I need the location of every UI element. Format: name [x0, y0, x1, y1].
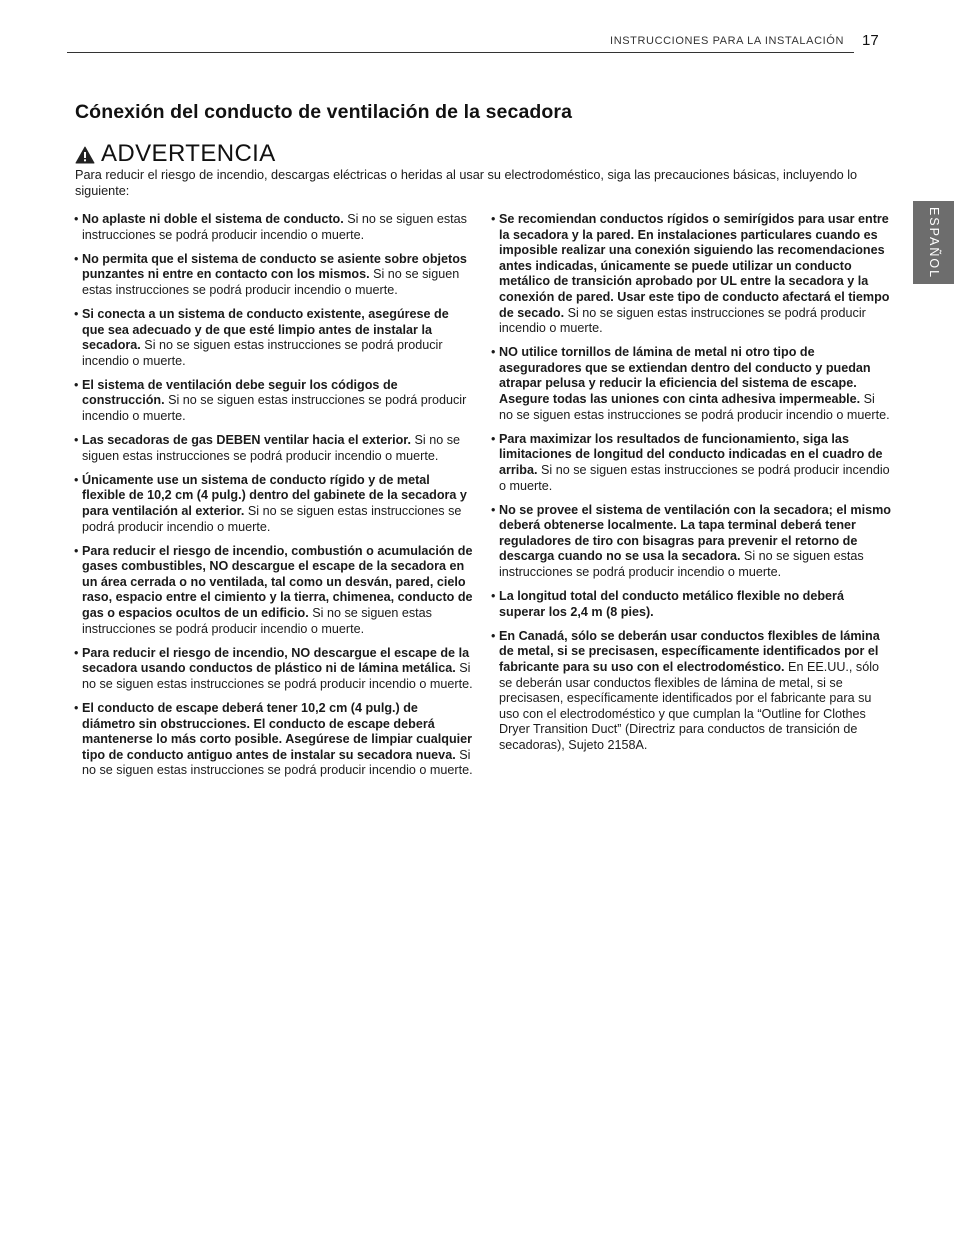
bullet-marker: •: [74, 645, 79, 660]
language-tab-label: ESPAÑOL: [926, 206, 941, 279]
bullet-marker: •: [74, 433, 79, 448]
warning-list-item: [491, 629, 891, 754]
warning-list-item: [74, 252, 474, 299]
bullet-marker: •: [491, 628, 496, 643]
warning-list-item: [74, 544, 474, 638]
bullet-marker: •: [74, 377, 79, 392]
bullet-marker: •: [491, 212, 496, 226]
right-column-list: [491, 212, 891, 762]
warning-list-item: [74, 378, 474, 425]
item-bold-text: No se provee el sistema de ventilación con la secadora; el mismo deberá obtenerse localmente. La tapa terminal deberá tener reguladores de tiro con bisagras para prevenir el retorno de descarga cuando no se usa la secadora.: [499, 502, 891, 564]
warning-list-item: [74, 307, 474, 369]
bullet-marker: •: [491, 345, 496, 360]
item-bold-text: El sistema de ventilación debe seguir los códigos de construcción.: [82, 377, 398, 408]
item-bold-text: No permita que el sistema de conducto se asiente sobre objetos punzantes ni entre en contacto con los mismos.: [82, 251, 467, 282]
item-bold-text: Se recomiendan conductos rígidos o semirígidos para usar entre la secadora y la pared. En instalaciones particulares cuando es imposible realizar una conexión siguiendo las recomendaciones antes indicadas, únicamente se puede utilizar un conducto metálico de transición aprobado por UL entre la secadora y la conexión de pared. Usar este tipo de conducto afectará el tiempo de secado.: [499, 212, 890, 320]
item-text: Si no se siguen estas instrucciones se podrá producir incendio o muerte.: [82, 747, 473, 778]
warning-heading: [75, 139, 276, 169]
item-text: Si no se siguen estas instrucciones se podrá producir incendio o muerte.: [82, 338, 443, 368]
item-bold-text: En Canadá, sólo se deberán usar conductos flexibles de lámina de metal, si se precisasen, específicamente identificados por el fabricante para su uso con el electrodoméstico.: [499, 628, 880, 674]
warning-intro: Para reducir el riesgo de incendio, descargas eléctricas o heridas al usar su electrodoméstico, siga las precauciones básicas, incluyendo lo siguiente:: [75, 168, 858, 198]
bullet-marker: •: [491, 502, 496, 517]
item-text: Si no se siguen estas instrucciones se podrá producir incendio o muerte.: [82, 393, 467, 424]
page-header: [67, 30, 854, 53]
item-bold-text: Para maximizar los resultados de funcionamiento, siga las limitaciones de longitud del conducto indicadas en el cuadro de arriba.: [499, 431, 883, 477]
item-text: Si no se siguen estas instrucciones se podrá producir incendio o muerte.: [82, 267, 460, 297]
item-text: Si no se siguen estas instrucciones se podrá producir incendio o muerte.: [499, 305, 866, 336]
item-text: Si no se siguen estas instrucciones se podrá producir incendio o muerte.: [499, 392, 890, 422]
item-text: Si no se siguen estas instrucciones se podrá producir incendio o muerte.: [499, 462, 890, 493]
item-bold-text: Para reducir el riesgo de incendio, NO descargue el escape de la secadora usando conductos de plástico ni de lámina metálica.: [82, 645, 470, 676]
warning-list-item: [491, 212, 891, 337]
item-bold-text: NO utilice tornillos de lámina de metal ni otro tipo de aseguradores que se extiendan dentro del conducto y puedan atrapar pelusa y reducir la eficiencia del sistema de escape. Asegure todas las uniones con cinta adhesiva impermeable.: [499, 345, 871, 407]
bullet-marker: •: [74, 306, 79, 321]
item-bold-text: Si conecta a un sistema de conducto existente, asegúrese de que sea adecuado y de que esté limpio antes de instalar la secadora.: [82, 306, 449, 353]
warning-list-item: [74, 473, 474, 535]
warning-list-item: [74, 212, 474, 243]
warning-list-item: [491, 345, 891, 423]
language-tab: [913, 201, 954, 284]
item-text: Si no se siguen estas instrucciones se podrá producir incendio o muerte.: [499, 549, 864, 579]
item-text: Si no se siguen estas instrucciones se podrá producir incendio o muerte.: [82, 606, 432, 636]
bullet-marker: •: [74, 701, 79, 716]
warning-list-item: [74, 646, 474, 693]
item-text: Si no se siguen estas instrucciones se podrá producir incendio o muerte.: [82, 433, 461, 463]
warning-list-item: [74, 433, 474, 464]
bullet-marker: •: [491, 589, 496, 604]
item-bold-text: Para reducir el riesgo de incendio, combustión o acumulación de gases combustibles, NO descargue el escape de la secadora en un área cerrada o no ventilada, tal como un desván, pared, cielo raso, espacio entre el cimiento y la tierra, chimenea, conducto de gas o espacios ocultos de un edificio.: [82, 543, 473, 621]
item-bold-text: Únicamente use un sistema de conducto rígido y de metal flexible de 10,2 cm (4 pulg.) dentro del gabinete de la secadora y para ventilación al exterior.: [82, 472, 467, 518]
bullet-marker: •: [491, 431, 496, 446]
item-text: En EE.UU., sólo se deberán usar conductos flexibles de lámina de metal, si se precisasen, específicamente identificados por el fabricante para su uso con el electrodoméstico y que cumplan la “Outline for Clothes Dryer Transition Duct” (Directriz para conductos de transición de secadoras), Sujeto 2158A.: [499, 659, 880, 752]
bullet-marker: •: [74, 543, 79, 558]
page-number: 17: [862, 32, 879, 49]
warning-list-item: [491, 589, 891, 620]
item-text: Si no se siguen estas instrucciones se podrá producir incendio o muerte.: [82, 504, 462, 534]
bullet-marker: •: [74, 472, 79, 487]
item-text: Si no se siguen estas instrucciones se podrá producir incendio o muerte.: [82, 212, 467, 242]
warning-list-item: [491, 432, 891, 494]
bullet-marker: •: [74, 212, 79, 226]
running-title: INSTRUCCIONES PARA LA INSTALACIÓN: [610, 35, 844, 47]
warning-triangle-icon: [75, 146, 95, 164]
item-bold-text: La longitud total del conducto metálico flexible no deberá superar los 2,4 m (8 pies).: [499, 589, 844, 619]
warning-list-item: [491, 503, 891, 581]
left-column-list: [74, 212, 474, 788]
bullet-marker: •: [74, 251, 79, 266]
item-bold-text: El conducto de escape deberá tener 10,2 cm (4 pulg.) de diámetro sin obstrucciones. El conducto de escape deberá mantenerse lo más corto posible. Asegúrese de limpiar cualquier tipo de conducto antiguo antes de instalar su secadora nueva.: [82, 701, 473, 762]
warning-title: ADVERTENCIA: [101, 140, 276, 167]
section-title: Cónexión del conducto de ventilación de la secadora: [75, 101, 573, 123]
item-bold-text: Las secadoras de gas DEBEN ventilar hacia el exterior.: [82, 433, 411, 448]
item-text: Si no se siguen estas instrucciones se podrá producir incendio o muerte.: [82, 661, 473, 691]
warning-list-item: [74, 701, 474, 779]
item-bold-text: No aplaste ni doble el sistema de conducto.: [82, 212, 344, 226]
